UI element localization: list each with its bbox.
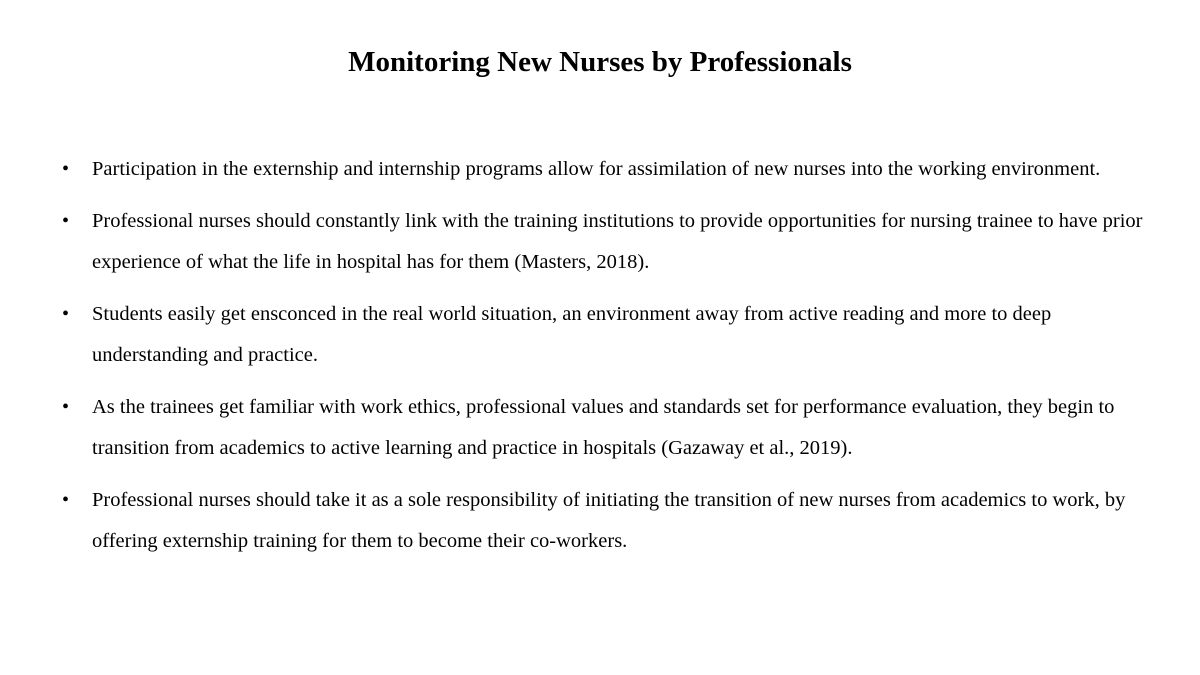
bullet-text: Professional nurses should constantly link with the training institutions to provide opportunities for nursing trainee to have prior experience of what the life in hospital has for them (Masters, 2018). xyxy=(92,210,1143,273)
bullet-point-icon: • xyxy=(62,396,70,418)
bullet-item xyxy=(62,201,1152,283)
bullet-item xyxy=(62,149,1152,190)
slide-title: Monitoring New Nurses by Professionals xyxy=(348,46,852,78)
bullet-text: Students easily get ensconced in the real world situation, an environment away from active reading and more to deep understanding and practice. xyxy=(92,303,1052,366)
bullet-point-icon: • xyxy=(62,158,70,180)
bullet-item xyxy=(62,387,1152,469)
bullet-list xyxy=(62,149,1152,573)
bullet-text: Participation in the externship and internship programs allow for assimilation of new nurses into the working environment. xyxy=(92,158,1101,180)
bullet-text: Professional nurses should take it as a sole responsibility of initiating the transition of new nurses from academics to work, by offering externship training for them to become their co-workers. xyxy=(92,489,1126,552)
bullet-point-icon: • xyxy=(62,210,70,232)
bullet-point-icon: • xyxy=(62,303,70,325)
bullet-point-icon: • xyxy=(62,489,70,511)
bullet-item xyxy=(62,294,1152,376)
bullet-item xyxy=(62,480,1152,562)
bullet-text: As the trainees get familiar with work ethics, professional values and standards set for performance evaluation, they begin to transition from academics to active learning and practice in hospitals (Gazaway et al., 2019). xyxy=(92,396,1115,459)
